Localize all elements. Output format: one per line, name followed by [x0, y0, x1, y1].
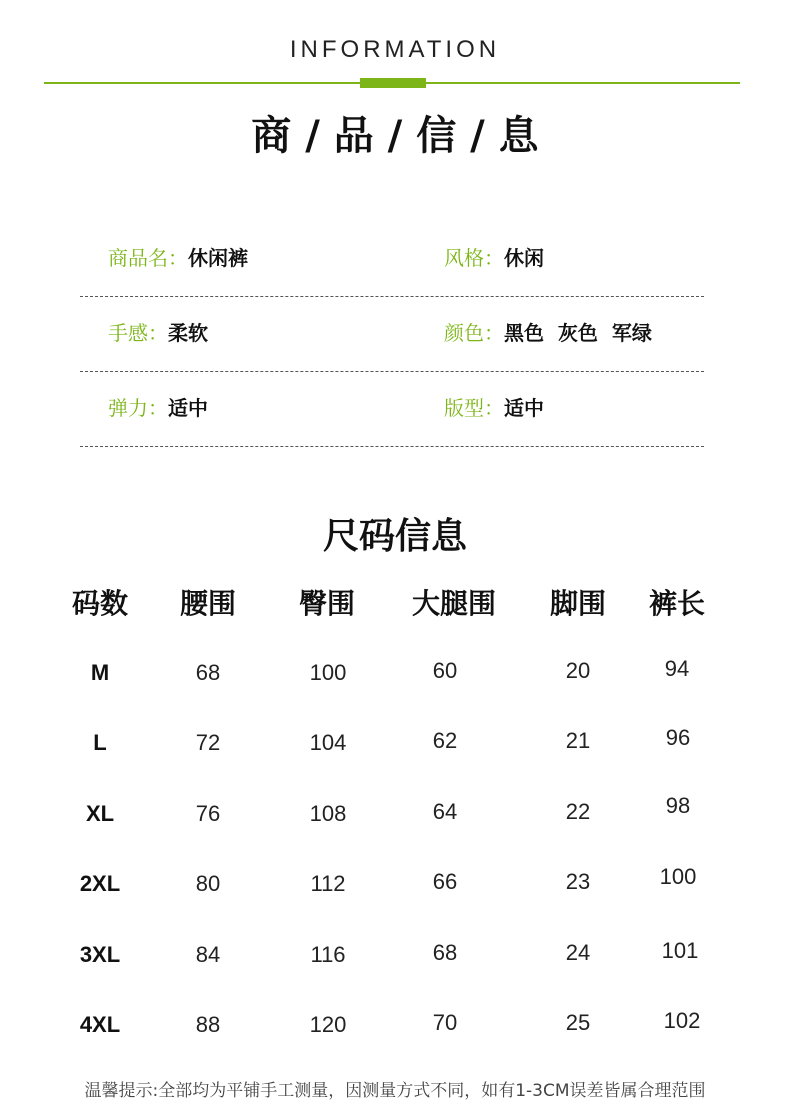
info-value: 休闲: [504, 246, 544, 270]
size-code: M: [90, 660, 110, 685]
header-english-title: INFORMATION: [289, 36, 501, 63]
size-cell: 84: [195, 942, 221, 967]
info-value: 柔软: [168, 321, 208, 345]
info-item: [108, 242, 248, 271]
size-cell: 60: [432, 658, 458, 683]
info-label: 颜色：: [444, 321, 504, 345]
info-label: 弹力：: [108, 396, 168, 420]
size-chart-title: 尺码信息: [322, 516, 467, 557]
info-row: [80, 297, 704, 372]
size-cell: 96: [665, 725, 691, 750]
size-cell: 22: [565, 799, 591, 824]
size-cell: 80: [195, 871, 221, 896]
header-chinese-title: 商 / 品 / 信 / 息: [251, 113, 539, 159]
size-cell: 68: [195, 660, 221, 685]
size-code: L: [93, 730, 107, 755]
info-value: 适中: [168, 396, 208, 420]
measurement-note: 温馨提示:全部均为平铺手工测量，因测量方式不同，如有1-3CM误差皆属合理范围: [84, 1081, 706, 1101]
size-cell: 70: [432, 1010, 458, 1035]
size-header: 腰围: [179, 587, 237, 620]
info-item: [444, 317, 652, 346]
info-item: [444, 392, 544, 421]
info-label: 商品名：: [108, 246, 188, 270]
size-cell: 102: [663, 1008, 701, 1033]
info-item: [108, 317, 208, 346]
info-label: 风格：: [444, 246, 504, 270]
size-cell: 100: [309, 660, 347, 685]
size-cell: 64: [432, 799, 458, 824]
info-value: 休闲裤: [188, 246, 248, 270]
size-cell: 72: [195, 730, 221, 755]
size-cell: 116: [310, 942, 346, 967]
size-cell: 120: [309, 1012, 347, 1037]
header-divider-accent: [360, 78, 426, 88]
size-code: 3XL: [79, 942, 121, 967]
size-cell: 108: [309, 801, 347, 826]
size-cell: 100: [659, 864, 697, 889]
size-cell: 104: [309, 730, 347, 755]
size-cell: 25: [565, 1010, 591, 1035]
size-cell: 62: [432, 728, 458, 753]
size-cell: 20: [565, 658, 591, 683]
size-cell: 23: [565, 869, 591, 894]
size-cell: 94: [664, 656, 690, 681]
size-cell: 98: [665, 793, 691, 818]
size-cell: 21: [565, 728, 591, 753]
size-header: 脚围: [549, 587, 607, 620]
info-item: [108, 392, 208, 421]
size-cell: 88: [195, 1012, 221, 1037]
info-value: 适中: [504, 396, 544, 420]
size-cell: 68: [432, 940, 458, 965]
size-header: 码数: [71, 587, 129, 620]
size-header: 大腿围: [411, 587, 497, 620]
size-code: 2XL: [79, 871, 121, 896]
size-cell: 66: [432, 869, 458, 894]
size-header: 臀围: [298, 587, 356, 620]
size-code: 4XL: [79, 1012, 121, 1037]
info-item: [444, 242, 544, 271]
size-cell: 24: [565, 940, 591, 965]
size-code: XL: [85, 801, 115, 826]
info-label: 版型：: [444, 396, 504, 420]
info-label: 手感：: [108, 321, 168, 345]
size-cell: 76: [195, 801, 221, 826]
size-header: 裤长: [648, 587, 706, 620]
info-value: 黑色 灰色 军绿: [504, 321, 652, 345]
info-row: [80, 372, 704, 447]
size-cell: 112: [310, 871, 346, 896]
info-row: [80, 222, 704, 297]
product-info-table: [80, 222, 704, 447]
size-cell: 101: [661, 938, 699, 963]
